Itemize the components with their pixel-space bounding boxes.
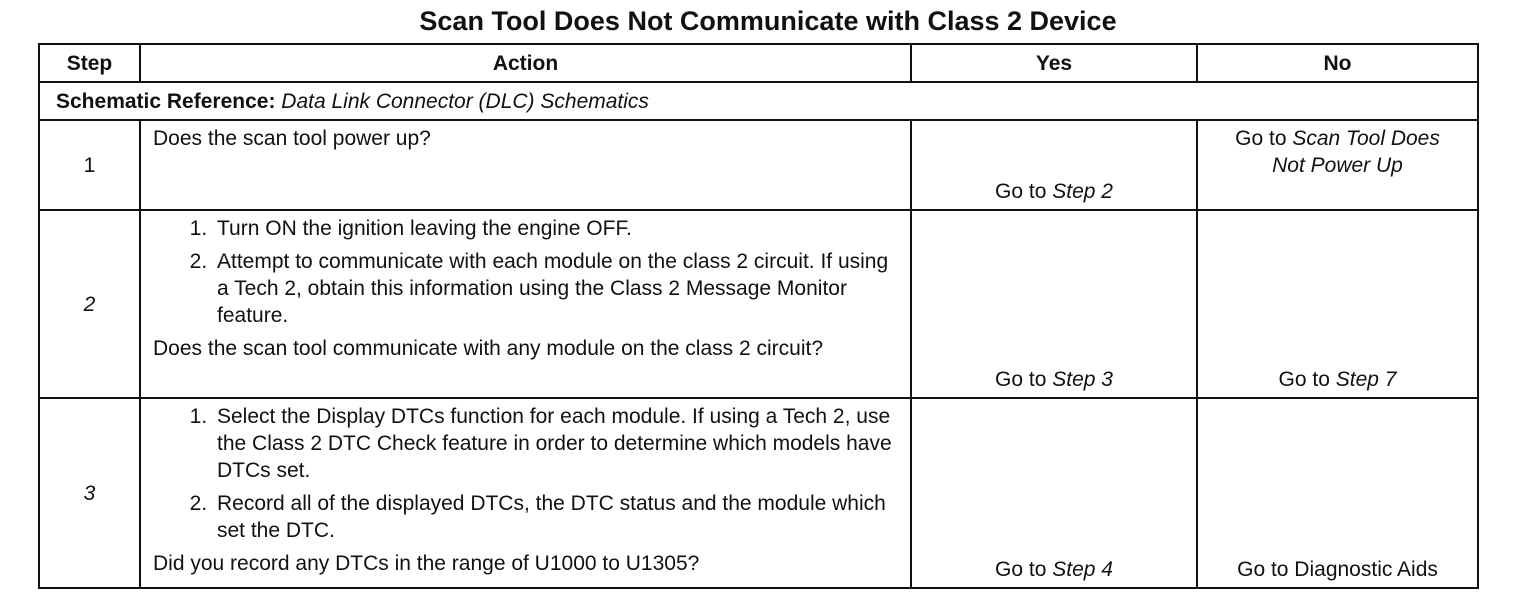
header-action: Action: [140, 44, 911, 82]
list-item: 1. Select the Display DTCs function for each module. If using a Tech 2, use the Class 2 DTC Check feature in order to determine which models have DTCs set.: [213, 403, 900, 484]
list-item: 2. Attempt to communicate with each module on the class 2 circuit. If using a Tech 2, obtain this information using the Class 2 Message Monitor feature.: [213, 248, 900, 329]
yes-prefix: Go to: [995, 558, 1053, 581]
schematic-reference: [39, 82, 1478, 120]
yes-prefix: Go to: [995, 368, 1053, 391]
yes-link[interactable]: Step 4: [1052, 558, 1113, 581]
table-row: [39, 120, 1478, 210]
header-no: No: [1197, 44, 1478, 82]
action-cell: [140, 210, 911, 398]
no-cell: [1197, 398, 1478, 588]
no-prefix: Go to: [1235, 127, 1293, 150]
action-cell: [140, 120, 911, 210]
no-prefix: Go to: [1278, 368, 1336, 391]
header-step: Step: [39, 44, 140, 82]
step-number: 2: [39, 210, 140, 398]
step-number: 3: [39, 398, 140, 588]
step-number: 1: [39, 120, 140, 210]
header-yes: Yes: [911, 44, 1197, 82]
schematic-row: [39, 82, 1478, 120]
step-question: Did you record any DTCs in the range of U1000 to U1305?: [153, 552, 700, 575]
step-question: Does the scan tool communicate with any module on the class 2 circuit?: [153, 337, 824, 360]
action-cell: [140, 398, 911, 588]
no-cell: [1197, 210, 1478, 398]
yes-link[interactable]: Step 3: [1052, 368, 1113, 391]
schematic-label: Schematic Reference:: [56, 89, 276, 113]
yes-link[interactable]: Step 2: [1052, 180, 1113, 203]
yes-prefix: Go to: [995, 180, 1053, 203]
no-cell: [1197, 120, 1478, 210]
table-row: [39, 210, 1478, 398]
yes-cell: [911, 210, 1197, 398]
no-link[interactable]: Step 7: [1335, 368, 1397, 391]
no-link[interactable]: Go to Diagnostic Aids: [1237, 558, 1438, 581]
schematic-link[interactable]: Data Link Connector (DLC) Schematics: [281, 89, 649, 113]
no-link-line1[interactable]: Scan Tool Does: [1292, 127, 1440, 150]
header-row: [39, 44, 1478, 82]
action-list: [153, 215, 900, 329]
yes-cell: [911, 398, 1197, 588]
page-title: Scan Tool Does Not Communicate with Class 2 Device: [419, 6, 1117, 36]
action-list: [153, 403, 900, 544]
step-question: Does the scan tool power up?: [153, 127, 431, 150]
table-row: [39, 398, 1478, 588]
list-item: 1. Turn ON the ignition leaving the engine OFF.: [213, 215, 900, 242]
list-item: 2. Record all of the displayed DTCs, the DTC status and the module which set the DTC.: [213, 490, 900, 544]
procedure-table: [38, 43, 1479, 589]
no-link-line2[interactable]: Not Power Up: [1272, 154, 1403, 177]
yes-cell: [911, 120, 1197, 210]
